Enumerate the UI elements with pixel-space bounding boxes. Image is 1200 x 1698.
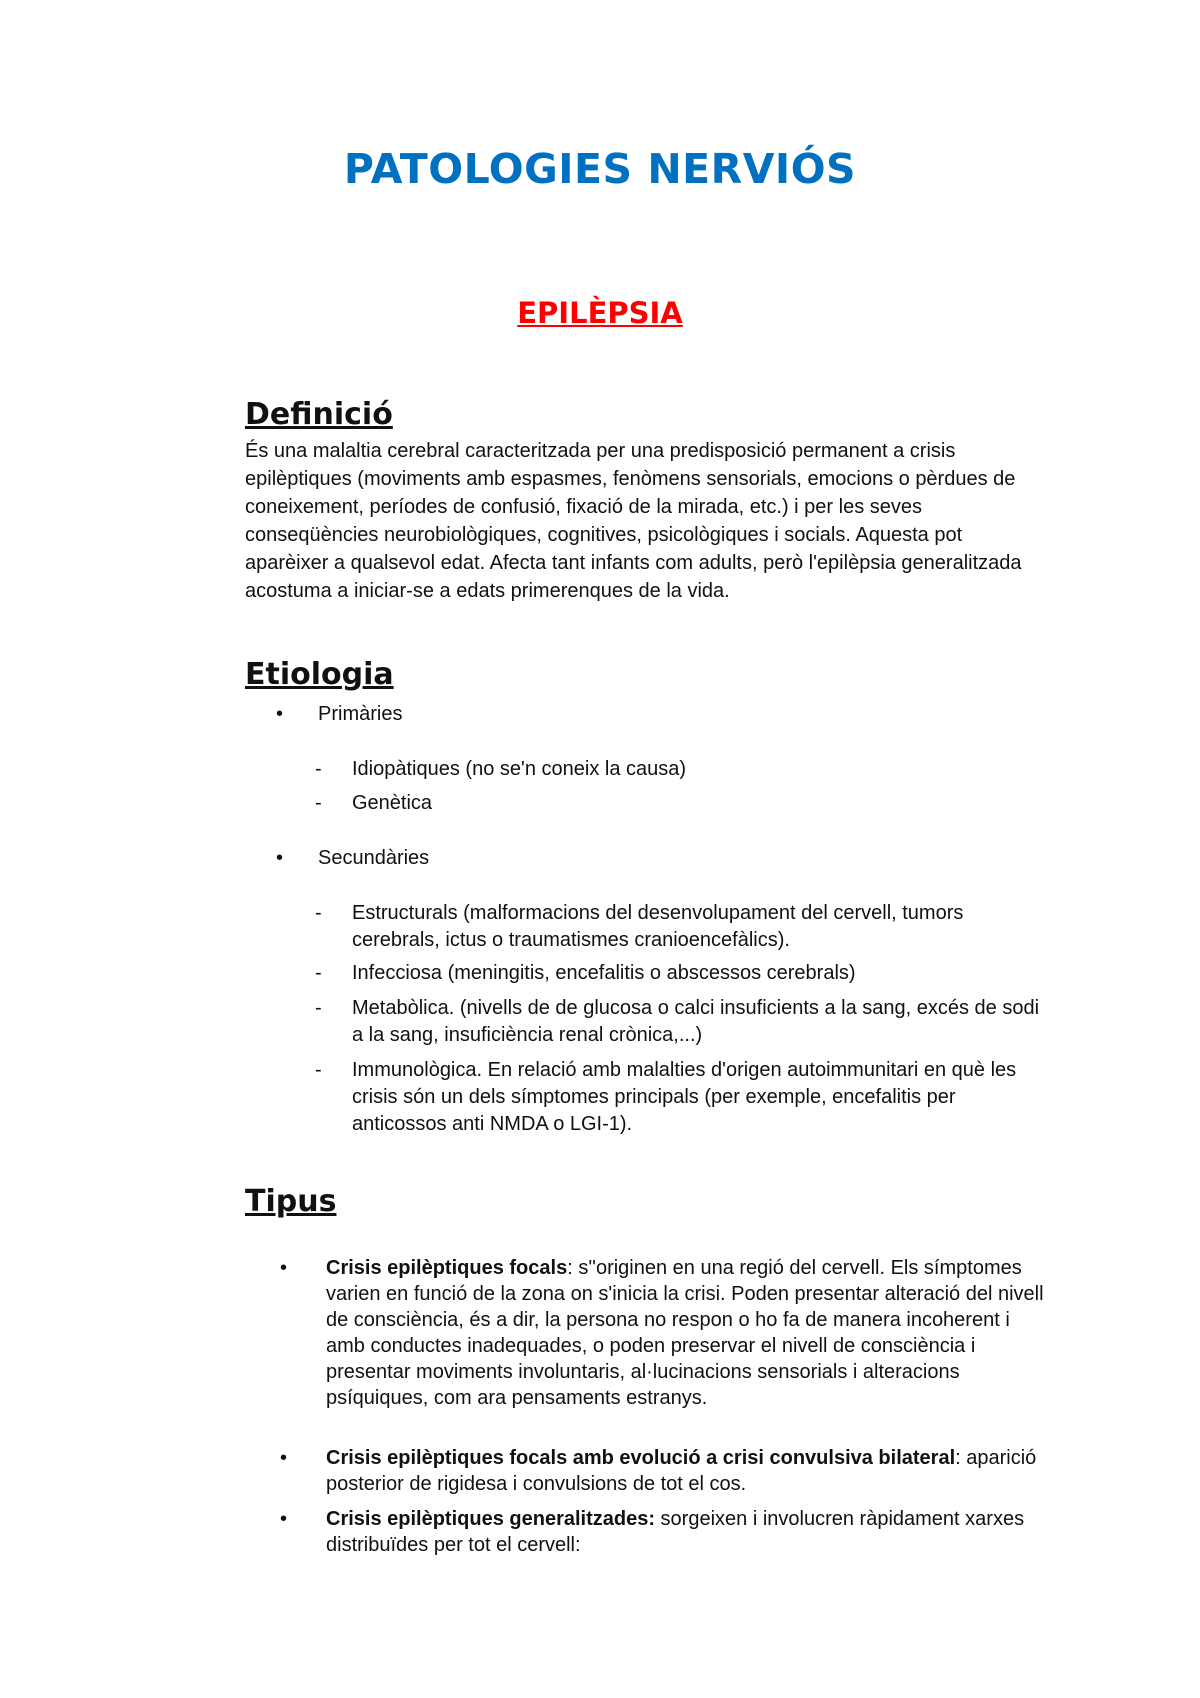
section-title-epilepsia: EPILÈPSIA bbox=[517, 296, 683, 330]
list-item-description: sorgeixen i involucren ràpidament xarxes distribuïdes per tot el cervell: bbox=[326, 1508, 1025, 1556]
list-item-description: : s''originen en una regió del cervell. Els símptomes varien en funció de la zona on s'inicia la crisi. Poden presentar alteració del nivell de consciència, és a dir, la persona no respon o ho fa de manera incoherent i amb conductes inadequades, o poden preservar el nivell de consciència i presentar moviments involuntaris, al·lucinacions sensorials i alteracions psíquiques, com ara pensaments estranys. bbox=[326, 1257, 1044, 1409]
list-item-description: : aparició posterior de rigidesa i convulsions de tot el cos. bbox=[326, 1447, 1037, 1495]
list-item-text: Infecciosa (meningitis, encefalitis o abscessos cerebrals) bbox=[352, 962, 856, 984]
list-item-text bbox=[326, 1506, 1050, 1558]
list-item-text: Immunològica. En relació amb malalties d'origen autoimmunitari en què les crisis són un dels símptomes principals (per exemple, encefalitis per anticossos anti NMDA o LGI-1). bbox=[352, 1059, 1017, 1135]
dash-icon: - bbox=[315, 1059, 322, 1081]
dash-icon: - bbox=[315, 962, 322, 984]
bullet-icon: • bbox=[280, 1447, 288, 1469]
list-item-term: Crisis epilèptiques generalitzades: bbox=[326, 1508, 655, 1530]
definicio-paragraph: És una malaltia cerebral caracteritzada per una predisposició permanent a crisis epilèptiques (moviments amb espasmes, fenòmens sensorials, emocions o pèrdues de coneixement, períodes de confusió, fixació de la mirada, etc.) i per les seves conseqüències neurobiològiques, cognitives, psicològiques i socials. Aquesta pot aparèixer a qualsevol edat. Afecta tant infants com adults, però l'epilèpsia generalitzada acostuma a iniciar-se a edats primerenques de la vida. bbox=[245, 440, 1022, 602]
document-title: PATOLOGIES NERVIÓS bbox=[343, 145, 857, 193]
list-item bbox=[315, 960, 1045, 987]
list-item-text: Estructurals (malformacions del desenvolupament del cervell, tumors cerebrals, ictus o traumatismes cranioencefàlics). bbox=[352, 902, 964, 951]
list-item-tipus bbox=[280, 1255, 1050, 1411]
list-item bbox=[315, 995, 1045, 1049]
list-item bbox=[315, 790, 1045, 817]
bullet-icon: • bbox=[280, 1508, 288, 1530]
dash-icon: - bbox=[315, 902, 322, 924]
list-item-term: Crisis epilèptiques focals amb evolució a crisi convulsiva bilateral bbox=[326, 1447, 956, 1469]
dash-icon: - bbox=[315, 997, 322, 1019]
heading-definicio: Definició bbox=[245, 397, 393, 432]
dash-icon: - bbox=[315, 792, 322, 814]
list-item-text: Idiopàtiques (no se'n coneix la causa) bbox=[352, 758, 687, 780]
list-item-tipus bbox=[280, 1506, 1050, 1558]
bullet-icon: • bbox=[276, 847, 284, 869]
list-item-term: Crisis epilèptiques focals bbox=[326, 1257, 568, 1279]
list-item-label: Primàries bbox=[318, 703, 403, 725]
list-item-text bbox=[326, 1255, 1050, 1411]
list-item-text: Metabòlica. (nivells de de glucosa o calci insuficients a la sang, excés de sodi a la sang, insuficiència renal crònica,...) bbox=[352, 997, 1040, 1046]
list-item-text: Genètica bbox=[352, 792, 433, 814]
heading-tipus: Tipus bbox=[245, 1184, 337, 1219]
heading-etiologia: Etiologia bbox=[245, 657, 394, 692]
list-item-label: Secundàries bbox=[318, 847, 430, 869]
list-item-tipus bbox=[280, 1445, 1050, 1497]
list-item bbox=[315, 756, 1045, 783]
list-item-text bbox=[326, 1445, 1050, 1497]
dash-icon: - bbox=[315, 758, 322, 780]
list-item bbox=[315, 1057, 1045, 1138]
list-item bbox=[315, 900, 1045, 954]
bullet-icon: • bbox=[280, 1257, 288, 1279]
bullet-icon: • bbox=[276, 703, 284, 725]
